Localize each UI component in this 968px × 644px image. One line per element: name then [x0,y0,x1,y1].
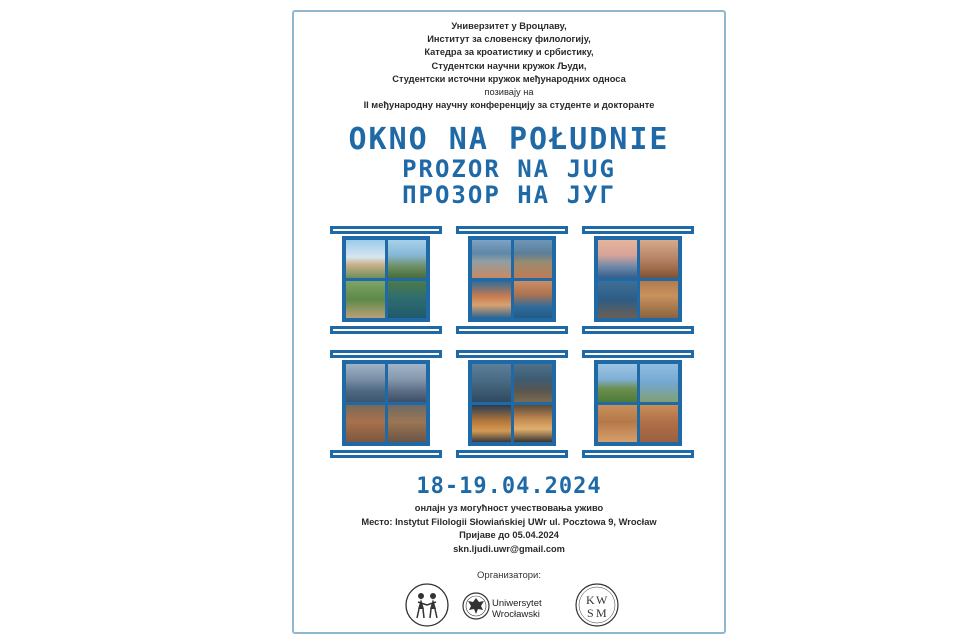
window-pane [346,281,385,319]
window-photo [456,350,568,458]
uwr-line: Uniwersytet [492,598,542,609]
title-polish: OKNO NA POŁUDNIE [348,122,670,157]
organizer-logos [294,582,724,630]
window-frame [342,360,430,446]
window-frame [468,236,556,322]
event-email[interactable]: skn.ljudi.uwr@gmail.com [453,543,565,554]
event-place: Место: Instytut Filologii Słowiańskiej UWr ul. Pocztowa 9, Wrocław [361,516,657,527]
window-frame [594,360,682,446]
kwsm-logo [574,582,620,628]
window-sill [456,226,568,234]
title-cyrillic: ПРОЗОР НА ЈУГ [402,181,616,209]
window-pane [346,405,385,443]
window-pane [514,240,553,278]
uwr-logo [462,586,562,626]
window-sill [582,226,694,234]
window-pane [346,364,385,402]
window-pane [472,364,511,402]
event-mode: онлајн уз могућност учествовања уживо [414,503,604,513]
window-frame [468,360,556,446]
uwr-line: Wrocławski [492,609,540,620]
poster [292,10,726,634]
uwr-text [492,598,542,620]
organizers-label: Организатори: [477,570,541,581]
header [294,20,724,112]
window-pane [514,281,553,319]
svg-text:M: M [596,606,607,620]
header-line: Институт за словенску филологију, [427,34,591,45]
window-photo [582,350,694,458]
window-pane [640,281,679,319]
header-line: Студентски источни кружок међународних односа [392,73,626,84]
window-photo [456,226,568,334]
window-pane [514,405,553,443]
window-frame [594,236,682,322]
window-sill [456,450,568,458]
window-pane [388,240,427,278]
window-pane [640,240,679,278]
eagle-icon [462,592,490,620]
window-pane [388,281,427,319]
svg-text:W: W [596,593,608,607]
svg-text:S: S [587,606,594,620]
svg-text:K: K [586,593,595,607]
window-pane [472,405,511,443]
titles [294,124,724,208]
window-pane [388,364,427,402]
window-pane [346,240,385,278]
window-pane [640,405,679,443]
header-line: Катедра за кроатистику и србистику, [424,47,594,58]
window-sill [330,350,442,358]
event-date: 18-19.04.2024 [416,474,602,499]
window-frame [342,236,430,322]
invite-line: позивају на [484,87,534,98]
window-pane [598,240,637,278]
window-sill [330,450,442,458]
header-line: Универзитет у Вроцлаву, [451,21,567,31]
window-pane [598,281,637,319]
window-pane [598,405,637,443]
window-pane [640,364,679,402]
window-sill [456,350,568,358]
window-pane [388,405,427,443]
window-photo [330,350,442,458]
window-pane [514,364,553,402]
window-grid [330,226,694,458]
window-pane [598,364,637,402]
window-sill [456,326,568,334]
event-info [294,502,724,556]
window-sill [330,326,442,334]
event-deadline: Пријаве до 05.04.2024 [459,530,559,540]
window-sill [330,226,442,234]
window-sill [582,450,694,458]
header-line: Студентски научни кружок Људи, [431,60,587,71]
window-sill [582,350,694,358]
skn-ljudi-logo [404,582,450,628]
window-photo [582,226,694,334]
conference-line: II међународну научну конференцију за студенте и докторанте [363,100,655,111]
title-latin: PROZOR NA JUG [402,155,616,183]
window-photo [330,226,442,334]
window-pane [472,240,511,278]
window-sill [582,326,694,334]
window-pane [472,281,511,319]
